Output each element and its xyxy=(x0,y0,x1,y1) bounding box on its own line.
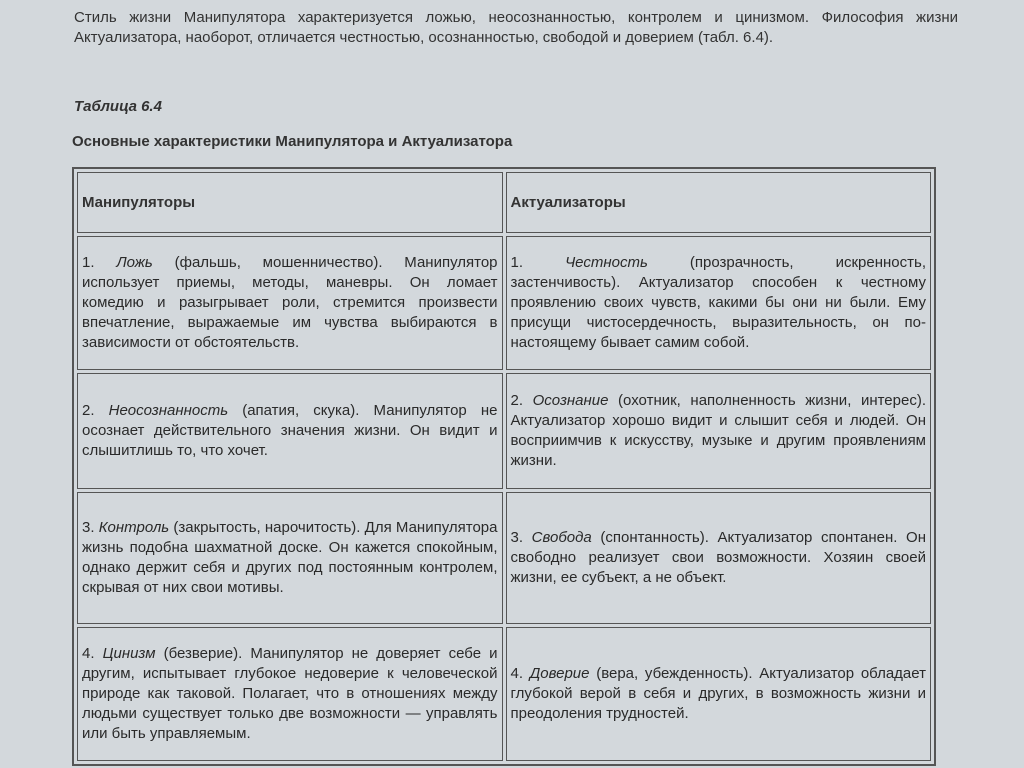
trait-description: (безверие). Манипулятор не доверяет себе и другим, испытывает глубокое недоверие к человеческой природе как таковой. Полагает, что в отношениях между людьми существует только две возможности — управлять или быть управляемым. xyxy=(82,645,498,742)
trait-description: (фальшь, мошенничество). Манипулятор использует приемы, методы, маневры. Он ломает комедию и разыгрывает роли, стремится произвести впечатление, выражаемые им чувства выбираются в зависимости от обстоятельств. xyxy=(82,254,498,351)
table-caption: Таблица 6.4 xyxy=(74,98,162,115)
trait-description: (закрытость, нарочитость). Для Манипулятора жизнь подобна шахматной доске. Он кажется спокойным, однако держит себя и других под постоянным контролем, скрывая от них свои мотивы. xyxy=(82,519,498,596)
trait-number: 1. xyxy=(82,254,117,271)
trait-term: Цинизм xyxy=(102,645,156,662)
trait-number: 1. xyxy=(510,254,566,271)
actualizer-trait-cell xyxy=(506,236,932,370)
header-manipulators: Манипуляторы xyxy=(77,172,503,233)
trait-term: Осознание xyxy=(532,392,609,409)
trait-term: Доверие xyxy=(529,665,590,682)
characteristics-table xyxy=(72,167,936,766)
manipulator-trait-cell xyxy=(77,373,503,489)
actualizer-trait-cell xyxy=(506,492,932,624)
manipulator-trait-cell xyxy=(77,492,503,624)
actualizer-trait-cell xyxy=(506,373,932,489)
trait-number: 2. xyxy=(510,392,533,409)
trait-number: 3. xyxy=(82,519,99,536)
trait-term: Неосознанность xyxy=(108,402,229,419)
trait-term: Свобода xyxy=(531,529,592,546)
actualizer-trait-cell xyxy=(506,627,932,761)
table-row xyxy=(77,236,931,370)
trait-description: (спонтанность). Актуализатор спонтанен. Он свободно реализует свои возможности. Хозяин своей жизни, ее субъект, а не объект. xyxy=(510,529,926,586)
table-row xyxy=(77,492,931,624)
trait-description: (охотник, наполненность жизни, интерес). Актуализатор хорошо видит и слышит себя и людей. Он восприимчив к искусству, музыке и другим проявлениям жизни. xyxy=(510,392,926,469)
manipulator-trait-cell xyxy=(77,627,503,761)
table-header-row xyxy=(77,172,931,233)
table-row xyxy=(77,373,931,489)
trait-number: 4. xyxy=(510,665,530,682)
trait-description: (апатия, скука). Манипулятор не осознает действительного значения жизни. Он видит и слышитлишь то, что хочет. xyxy=(82,402,498,459)
trait-description: (вера, убежденность). Актуализатор обладает глубокой верой в себя и других, в возможность жизни и преодоления трудностей. xyxy=(510,665,926,722)
trait-description: (прозрачность, искренность, застенчивость). Актуализатор способен к честному проявлению своих чувств, какими бы они ни были. Ему присущи чистосердечность, выразительность, он по-настоящему бывает самим собой. xyxy=(510,254,926,351)
table-row xyxy=(77,627,931,761)
trait-term: Ложь xyxy=(116,254,153,271)
trait-number: 4. xyxy=(82,645,103,662)
manipulator-trait-cell xyxy=(77,236,503,370)
table-title: Основные характеристики Манипулятора и Актуализатора xyxy=(72,133,513,150)
header-actualizers: Актуализаторы xyxy=(506,172,932,233)
intro-paragraph: Стиль жизни Манипулятора характеризуется ложью, неосознанностью, контролем и цинизмом. Философия жизни Актуализатора, наоборот, отличается честностью, осознанностью, свободой и доверием (табл. 6.4). xyxy=(74,9,958,46)
trait-term: Честность xyxy=(565,254,648,271)
trait-number: 3. xyxy=(510,529,532,546)
trait-term: Контроль xyxy=(98,519,170,536)
trait-number: 2. xyxy=(82,402,109,419)
